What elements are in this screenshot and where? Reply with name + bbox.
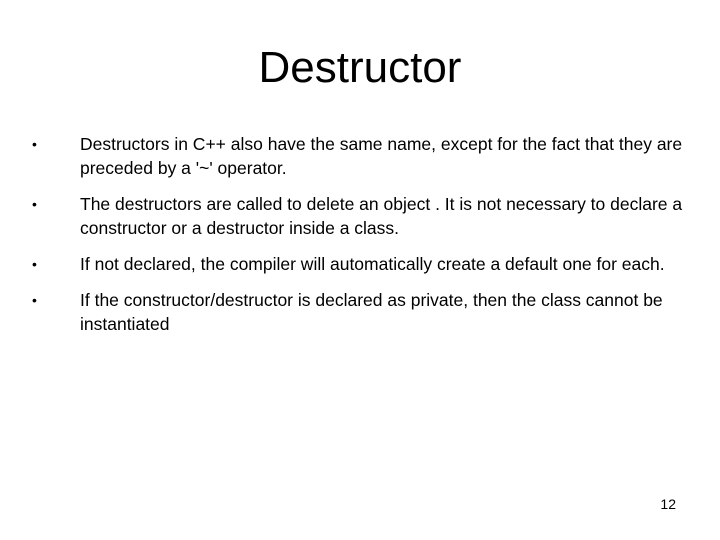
bullet-text-3: If not declared, the compiler will automatically create a default one for each. xyxy=(80,254,665,274)
slide-title: Destructor xyxy=(258,43,462,92)
bullet-list xyxy=(28,132,688,348)
bullet-text-4: If the constructor/destructor is declared as private, then the class cannot be instantiated xyxy=(80,290,663,334)
bullet-item-2 xyxy=(28,192,688,240)
bullet-text-1: Destructors in C++ also have the same name, except for the fact that they are preceded by a '~' operator. xyxy=(80,134,683,178)
page-number: 12 xyxy=(660,496,676,512)
bullet-icon: • xyxy=(32,256,37,272)
bullet-text-2: The destructors are called to delete an object . It is not necessary to declare a constructor or a destructor inside a class. xyxy=(80,194,683,238)
bullet-item-4 xyxy=(28,288,688,336)
bullet-item-1 xyxy=(28,132,688,180)
bullet-icon: • xyxy=(32,292,37,308)
bullet-icon: • xyxy=(32,196,37,212)
bullet-icon: • xyxy=(32,136,37,152)
bullet-item-3 xyxy=(28,252,688,276)
